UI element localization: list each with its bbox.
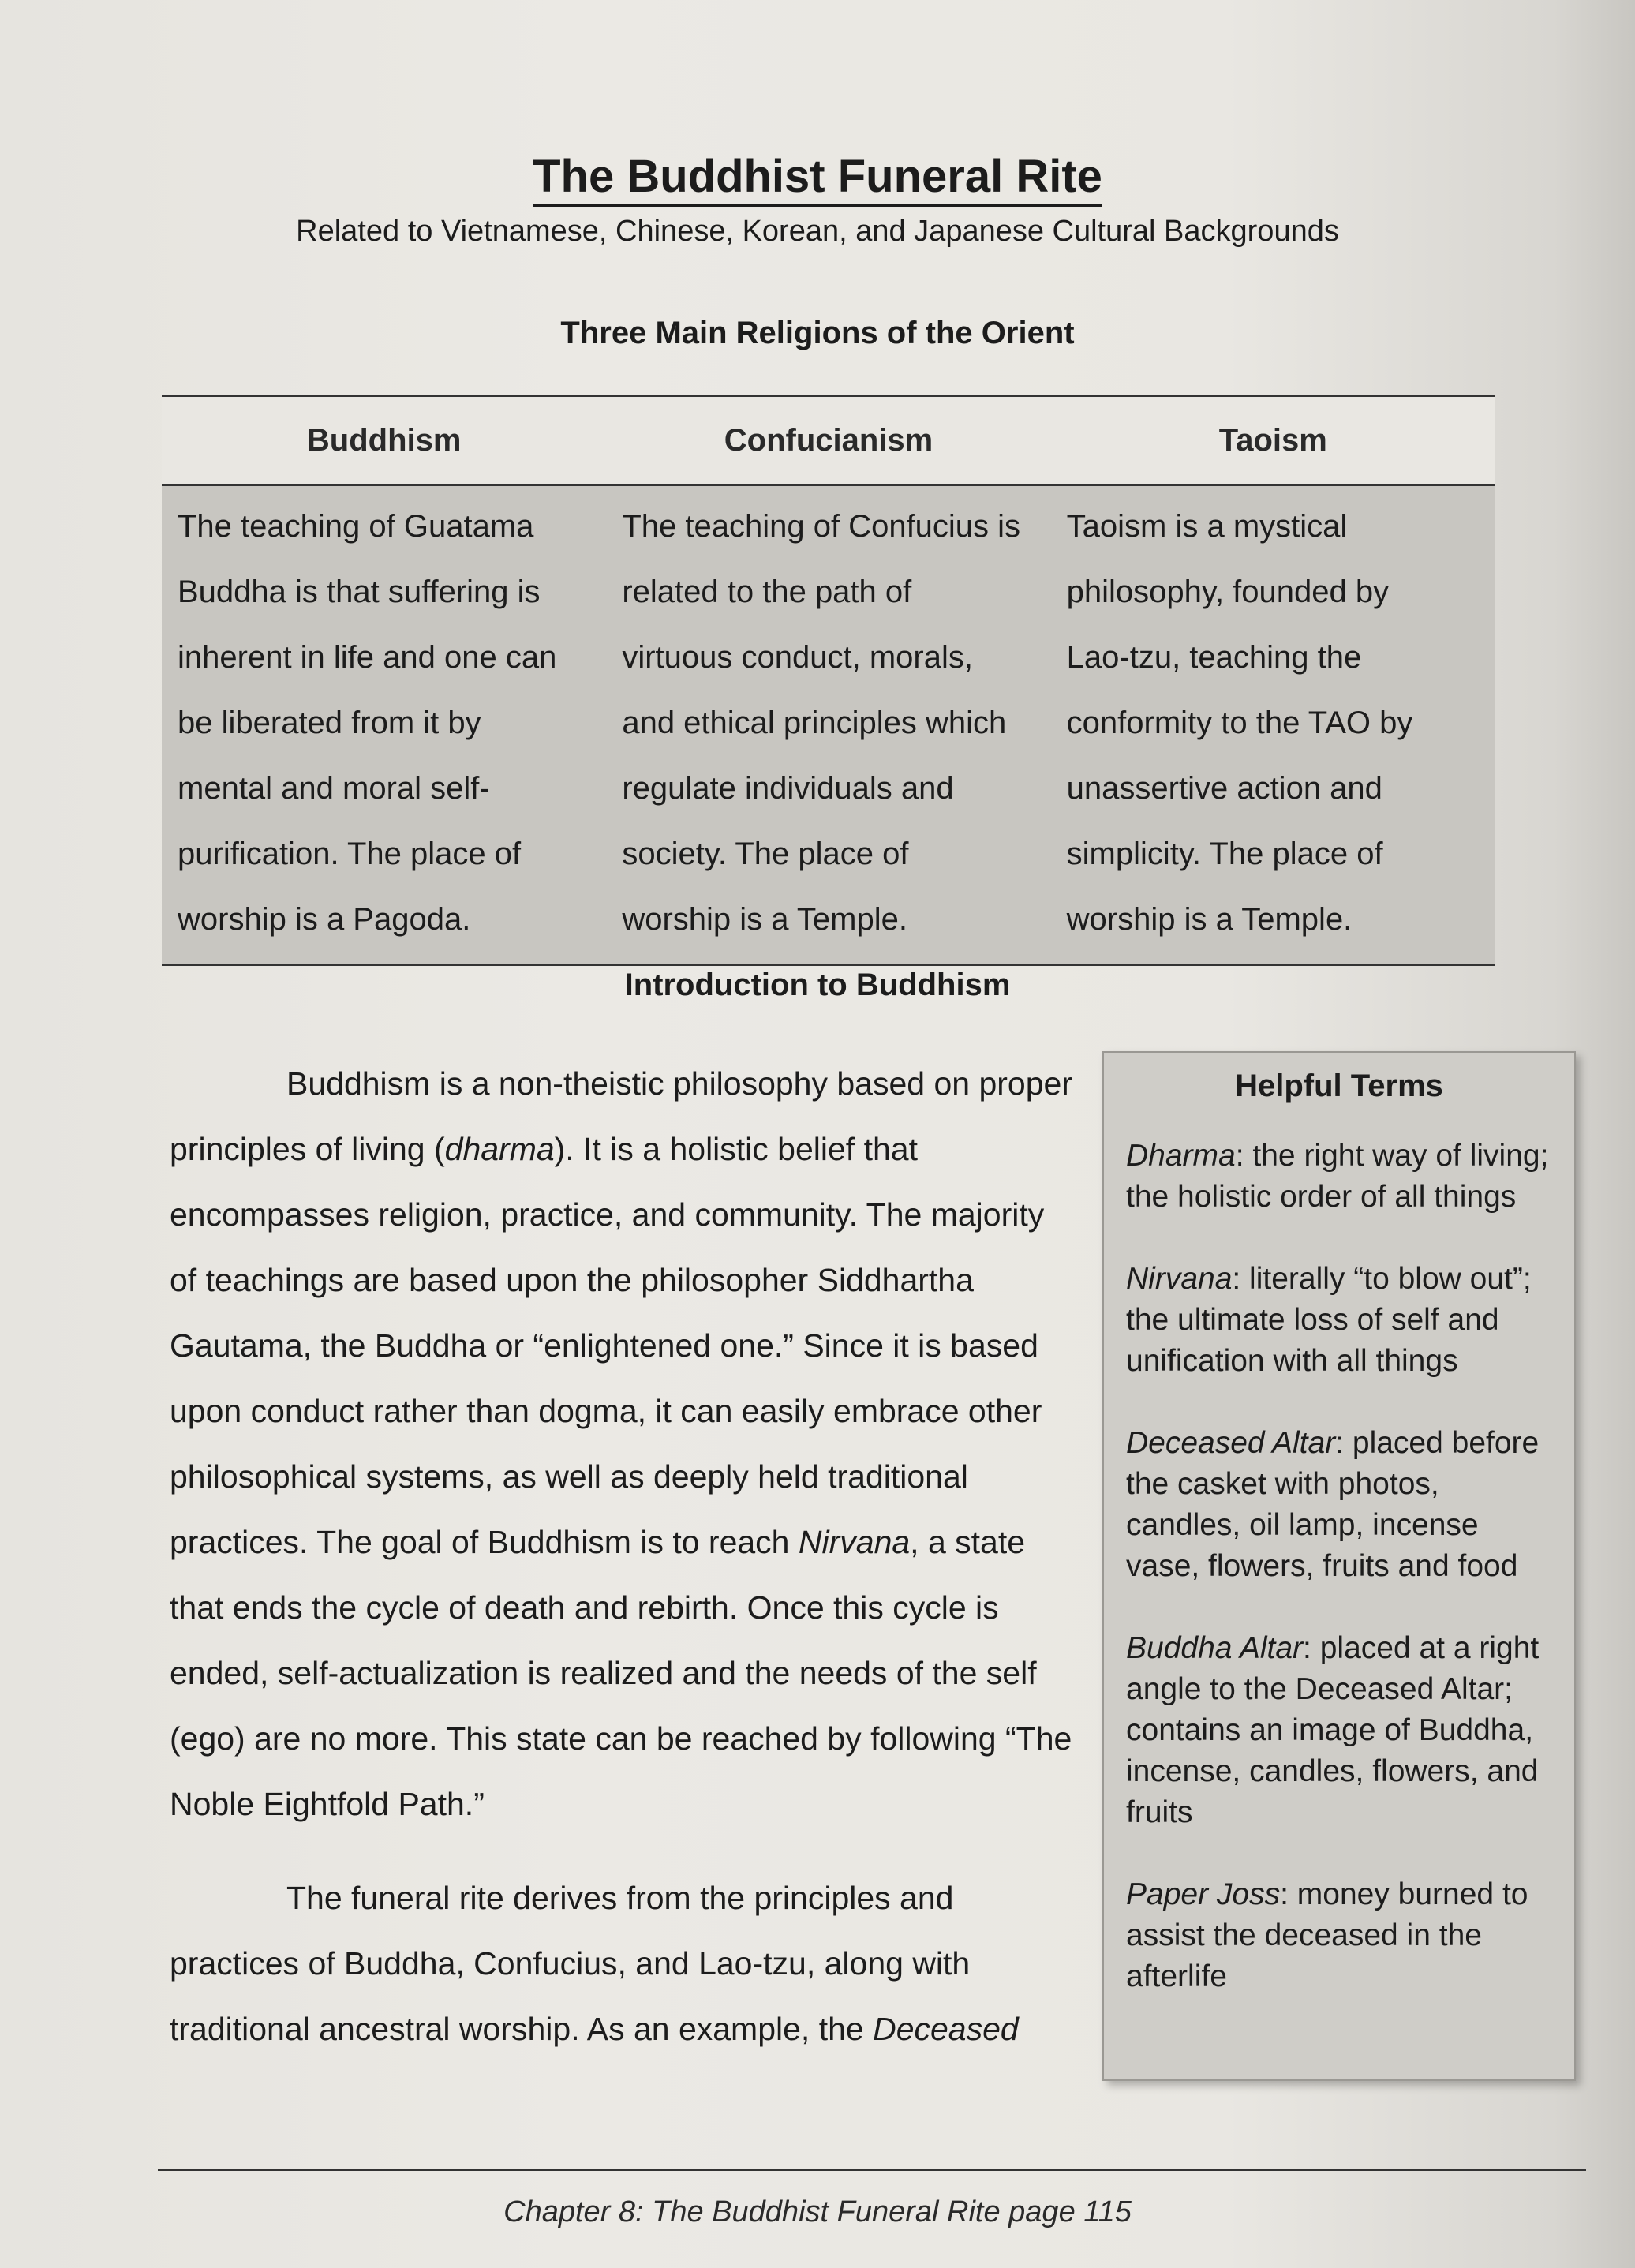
table-line: The teaching of Guatama xyxy=(178,509,534,544)
religions-table-title: Three Main Religions of the Orient xyxy=(560,316,1075,350)
table-line: and ethical principles which xyxy=(622,705,1007,740)
helpful-terms-title: Helpful Terms xyxy=(1235,1069,1443,1103)
page-title xyxy=(0,150,1635,203)
column-confucianism xyxy=(606,494,1050,952)
table-line: mental and moral self- xyxy=(178,771,490,806)
page-footer: Chapter 8: The Buddhist Funeral Rite page 115 xyxy=(503,2195,1132,2229)
table-line: unassertive action and xyxy=(1066,771,1382,806)
term-dharma: Dharma: the right way of living; the holistic order of all things xyxy=(1126,1139,1549,1214)
term-deceased-altar: Deceased Altar: placed before the casket with photos, candles, oil lamp, incense vase, flowers, fruits and food xyxy=(1126,1426,1540,1583)
column-heading-confucianism: Confucianism xyxy=(724,422,933,458)
term-buddha-altar: Buddha Altar: placed at a right angle to the Deceased Altar; contains an image of Buddha, incense, candles, flowers, and fruits xyxy=(1126,1631,1540,1829)
column-buddhism xyxy=(162,494,606,952)
table-line: Buddha is that suffering is xyxy=(178,574,541,609)
table-line: worship is a Temple. xyxy=(622,902,907,937)
table-line: Taoism is a mystical xyxy=(1066,509,1348,544)
table-line: conformity to the TAO by xyxy=(1066,705,1413,740)
helpful-terms-box xyxy=(1102,1051,1576,2081)
term-paper-joss: Paper Joss: money burned to assist the deceased in the afterlife xyxy=(1126,1877,1528,1993)
religions-table-body xyxy=(162,486,1495,964)
table-line: worship is a Temple. xyxy=(1066,902,1353,937)
table-line: be liberated from it by xyxy=(178,705,481,740)
intro-section-title: Introduction to Buddhism xyxy=(624,967,1011,1002)
column-heading-buddhism: Buddhism xyxy=(306,422,462,458)
column-taoism xyxy=(1051,494,1495,952)
table-line: regulate individuals and xyxy=(622,771,954,806)
column-heading-taoism: Taoism xyxy=(1218,422,1327,458)
table-line: Lao-tzu, teaching the xyxy=(1066,640,1362,675)
intro-paragraph-2: The funeral rite derives from the principles and practices of Buddha, Confucius, and Lao-tzu, along with traditional ancestral worship. As an example, the Deceased xyxy=(170,1880,1019,2047)
table-line: inherent in life and one can xyxy=(178,640,557,675)
table-line: society. The place of xyxy=(622,836,909,871)
religions-table-header xyxy=(162,397,1495,486)
intro-paragraph-1: Buddhism is a non-theistic philosophy based on proper principles of living (dharma). It is a holistic belief that encompasses religion, practice, and community. The majority of teachings are based upon the philosopher Siddhartha Gautama, the Buddha or “enlightened one.” Since it is based upon conduct rather than dogma, it can easily embrace other philosophical systems, as well as deeply held traditional practices. The goal of Buddhism is to reach Nirvana, a state that ends the cycle of death and rebirth. Once this cycle is ended, self-actualization is realized and the needs of the self (ego) are no more. This state can be reached by following “The Noble Eightfold Path.” xyxy=(170,1065,1072,1822)
table-line: philosophy, founded by xyxy=(1066,574,1390,609)
footer-divider xyxy=(158,2169,1586,2171)
table-line: The teaching of Confucius is xyxy=(622,509,1021,544)
table-line: worship is a Pagoda. xyxy=(178,902,471,937)
table-line: simplicity. The place of xyxy=(1066,836,1383,871)
page-subtitle: Related to Vietnamese, Chinese, Korean, and Japanese Cultural Backgrounds xyxy=(296,215,1339,248)
table-line: virtuous conduct, morals, xyxy=(622,640,973,675)
term-nirvana: Nirvana: literally “to blow out”; the ultimate loss of self and unification with all things xyxy=(1126,1262,1532,1378)
page-title-text: The Buddhist Funeral Rite xyxy=(533,151,1102,207)
religions-table xyxy=(162,395,1495,966)
table-line: related to the path of xyxy=(622,574,912,609)
intro-body xyxy=(170,1051,1077,2090)
table-line: purification. The place of xyxy=(178,836,522,871)
